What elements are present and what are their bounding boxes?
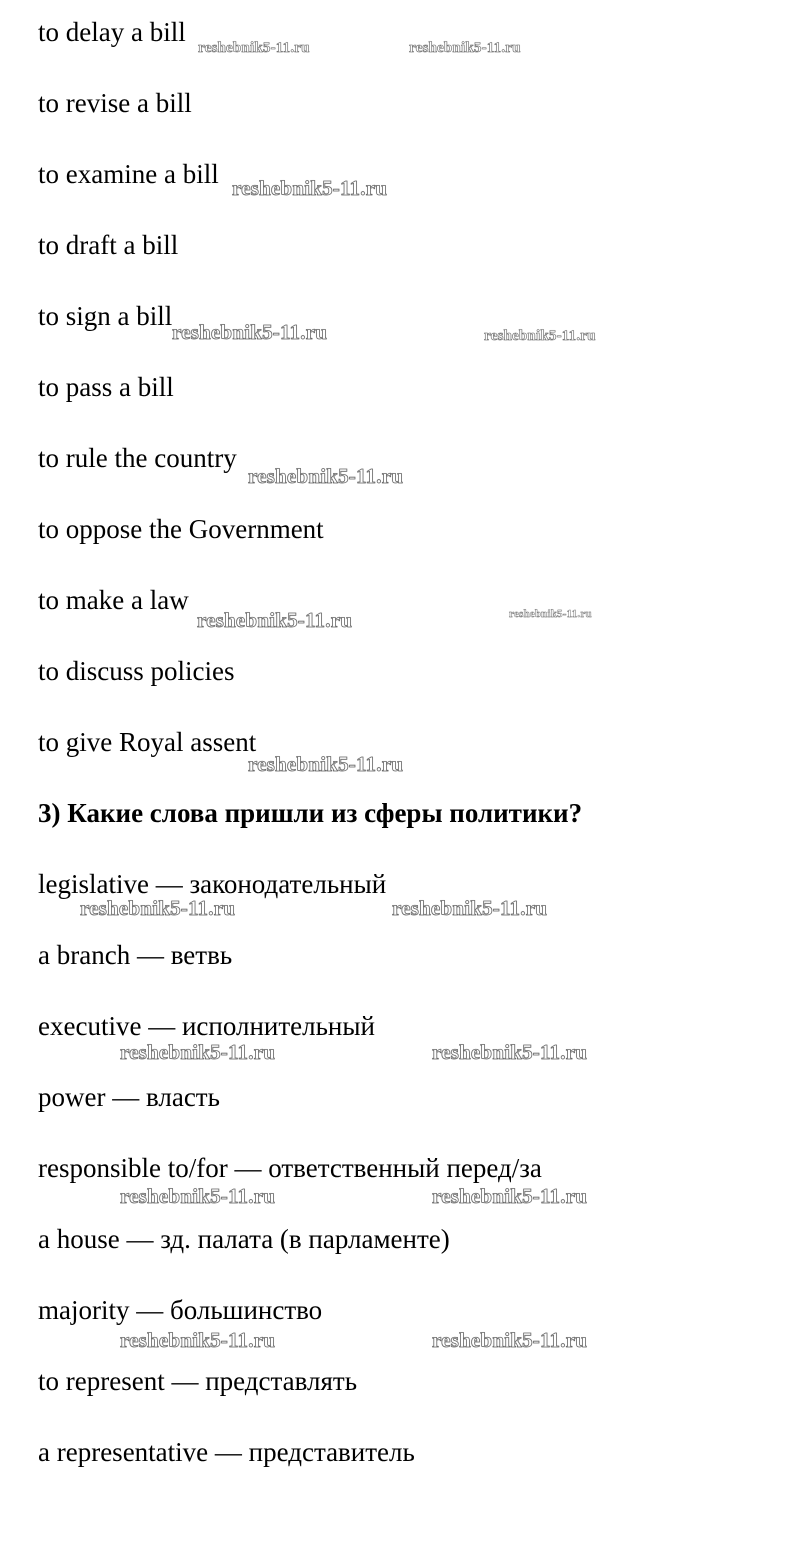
phrase-line: to draft a bill: [38, 230, 179, 260]
watermark: reshebnik5-11.ru: [232, 176, 388, 200]
watermark: reshebnik5-11.ru: [197, 608, 353, 632]
watermark: reshebnik5-11.ru: [432, 1328, 588, 1352]
watermark: reshebnik5-11.ru: [120, 1184, 276, 1208]
phrase-line: to sign a bill: [38, 301, 173, 331]
watermark: reshebnik5-11.ru: [248, 464, 404, 488]
phrase-line: to examine a bill: [38, 159, 219, 189]
term-line: majority — большинство: [38, 1295, 323, 1325]
watermark: reshebnik5-11.ru: [432, 1184, 588, 1208]
term-line: executive — исполнительный: [38, 1011, 375, 1041]
term-line: to represent — представлять: [38, 1366, 358, 1396]
watermark: reshebnik5-11.ru: [484, 328, 596, 344]
term-line: a branch — ветвь: [38, 940, 233, 970]
term-line: a house — зд. палата (в парламенте): [38, 1224, 450, 1254]
section-heading: 3) Какие слова пришли из сферы политики?: [38, 798, 583, 828]
watermark: reshebnik5-11.ru: [409, 40, 521, 56]
phrase-line: to make a law: [38, 585, 189, 615]
watermark: reshebnik5-11.ru: [392, 896, 548, 920]
phrase-line: to discuss policies: [38, 656, 235, 686]
watermark: reshebnik5-11.ru: [120, 1328, 276, 1352]
term-line: a representative — представитель: [38, 1437, 415, 1467]
watermark: reshebnik5-11.ru: [198, 40, 310, 56]
phrase-line: to delay a bill: [38, 17, 186, 47]
watermark: reshebnik5-11.ru: [80, 896, 236, 920]
watermark: reshebnik5-11.ru: [509, 608, 592, 620]
term-line: power — власть: [38, 1082, 220, 1112]
watermark: reshebnik5-11.ru: [248, 752, 404, 776]
phrase-line: to give Royal assent: [38, 727, 257, 757]
phrase-line: to pass a bill: [38, 372, 174, 402]
term-line: responsible to/for — ответственный перед/за: [38, 1153, 542, 1183]
phrase-line: to rule the country: [38, 443, 237, 473]
phrase-line: to revise a bill: [38, 88, 192, 118]
phrase-line: to oppose the Government: [38, 514, 324, 544]
watermark: reshebnik5-11.ru: [172, 320, 328, 344]
watermark: reshebnik5-11.ru: [432, 1040, 588, 1064]
term-line: legislative — законодательный: [38, 869, 387, 899]
watermark: reshebnik5-11.ru: [120, 1040, 276, 1064]
